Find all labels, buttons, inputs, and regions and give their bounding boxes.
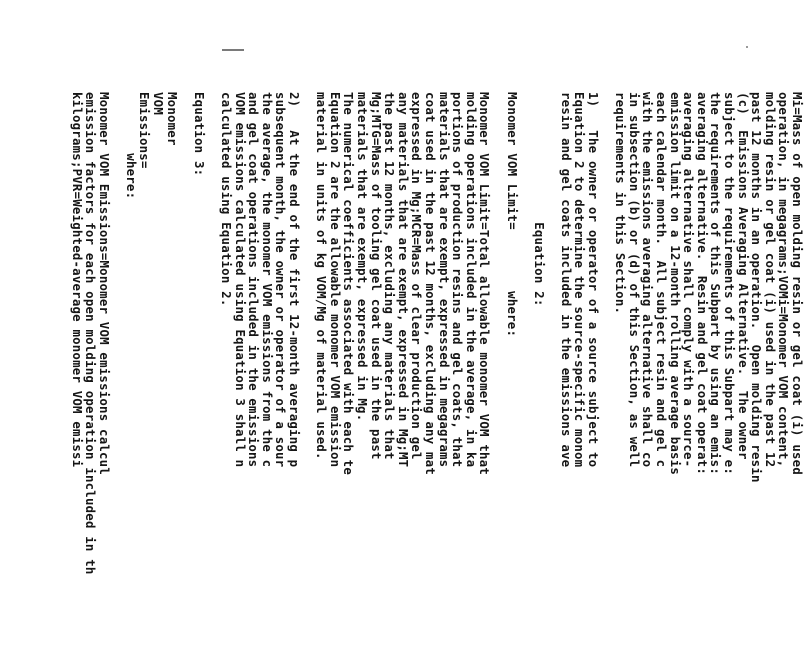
text-line: 1) The owner or operator of a source subject to: [586, 92, 602, 468]
text-line: Equation 2 are the allowable monomer VOM emission: [327, 92, 343, 468]
text-line: material in units of kg VOM/Mg of material used.: [314, 92, 330, 460]
text-line: subject to the requirements of this Subpart may e:: [722, 92, 738, 475]
text-line: Mi=Mass of open molding resin or gel coat (i) used: [790, 92, 805, 475]
text-line: requirements in this Section.: [613, 92, 629, 315]
text-line: subsequent month, the owner or operator of a sour: [273, 92, 289, 468]
text-line: with the emissions averaging alternative shall co: [640, 92, 656, 468]
text-line: Equation 2 to determine the source-specific monom: [572, 92, 588, 468]
text-line: The numerical coefficients associated with each te: [341, 92, 357, 475]
text-line: portions of production resins and gel coats, that: [450, 92, 466, 468]
rotated-text-block: [69, 92, 805, 652]
scan-artifact-dash: [222, 49, 244, 51]
text-line: the past 12 months, excluding any materials that: [382, 92, 398, 460]
text-line: any materials that are exempt, expressed in Mg;MT: [395, 92, 411, 468]
text-line: the average, the monomer VOM emissions from the c: [259, 92, 275, 468]
text-line: coat used in the past 12 months, excluding any mat: [422, 92, 438, 475]
text-line: molding resin or gel coat (i) used in the past 12: [762, 92, 778, 468]
text-line: materials that are exempt, expressed in megagrams: [436, 92, 452, 468]
text-line: Mg;MTG=Mass of tooling gel coat used in the past: [368, 92, 384, 460]
text-line: Monomer: [164, 92, 180, 146]
text-line: averaging alternative shall comply with a source-: [681, 92, 697, 468]
text-line: emission factors for each open molding operation included in th: [83, 92, 99, 575]
scan-artifact-dot: [746, 46, 748, 48]
text-line: Monomer VOM Limit=Total allowable monomer VOM that: [477, 92, 493, 475]
text-line: Monomer VOM Limit= where:: [504, 92, 520, 338]
equation-2-heading: Equation 2:: [531, 92, 547, 307]
blank-line: [491, 92, 505, 652]
blank-line: [519, 92, 533, 652]
text-line: molding operations included in the average, in ka: [463, 92, 479, 468]
text-line: averaging alternative. Resin and gel coat operat:: [694, 92, 710, 475]
text-line: past 12 months in an operation. Open molding resin: [749, 92, 765, 483]
text-line: kilograms;PVR=Weighted-average monomer VOM emissi: [69, 92, 85, 468]
text-line: where:: [123, 92, 139, 200]
text-line: emission limit on a 12-month rolling average basis: [667, 92, 683, 475]
blank-line: [111, 92, 125, 652]
text-line: and gel coat operations included in the emissions: [246, 92, 262, 468]
equation-3-heading: Equation 3:: [191, 92, 207, 177]
text-line: VOM emissions calculated using Equation 3 shall n: [232, 92, 248, 468]
text-line: VOM: [151, 92, 167, 115]
blank-line: [206, 92, 220, 652]
text-line: Monomer VOM Emissions=Monomer VOM emissions calcul: [96, 92, 112, 475]
text-line: calculated using Equation 2.: [219, 92, 235, 307]
blank-line: [301, 92, 315, 652]
text-line: expressed in Mg;MCR=Mass of clear production gel: [409, 92, 425, 460]
text-line: 2) At the end of the first 12-month averaging p: [287, 92, 303, 468]
text-line: the requirements of this Subpart by using an emis:: [708, 92, 724, 475]
text-line: each calendar month. All subject resin and gel c: [654, 92, 670, 468]
text-line: in subsection (b) or (d) of this Section, as well: [626, 92, 642, 468]
text-line: materials that are exempt, expressed in Mg.: [355, 92, 370, 422]
text-line: Emissions=: [137, 92, 153, 169]
blank-line: [179, 92, 193, 652]
blank-line: [600, 92, 614, 652]
text-line: operation, in megagrams;VOMi=Monomer VOM content,: [776, 92, 792, 468]
blank-line: [546, 92, 560, 652]
text-line: (c) Emissions Averaging Alternative. The owner: [735, 92, 751, 460]
text-line: resin and gel coats included in the emissions ave: [558, 92, 574, 468]
